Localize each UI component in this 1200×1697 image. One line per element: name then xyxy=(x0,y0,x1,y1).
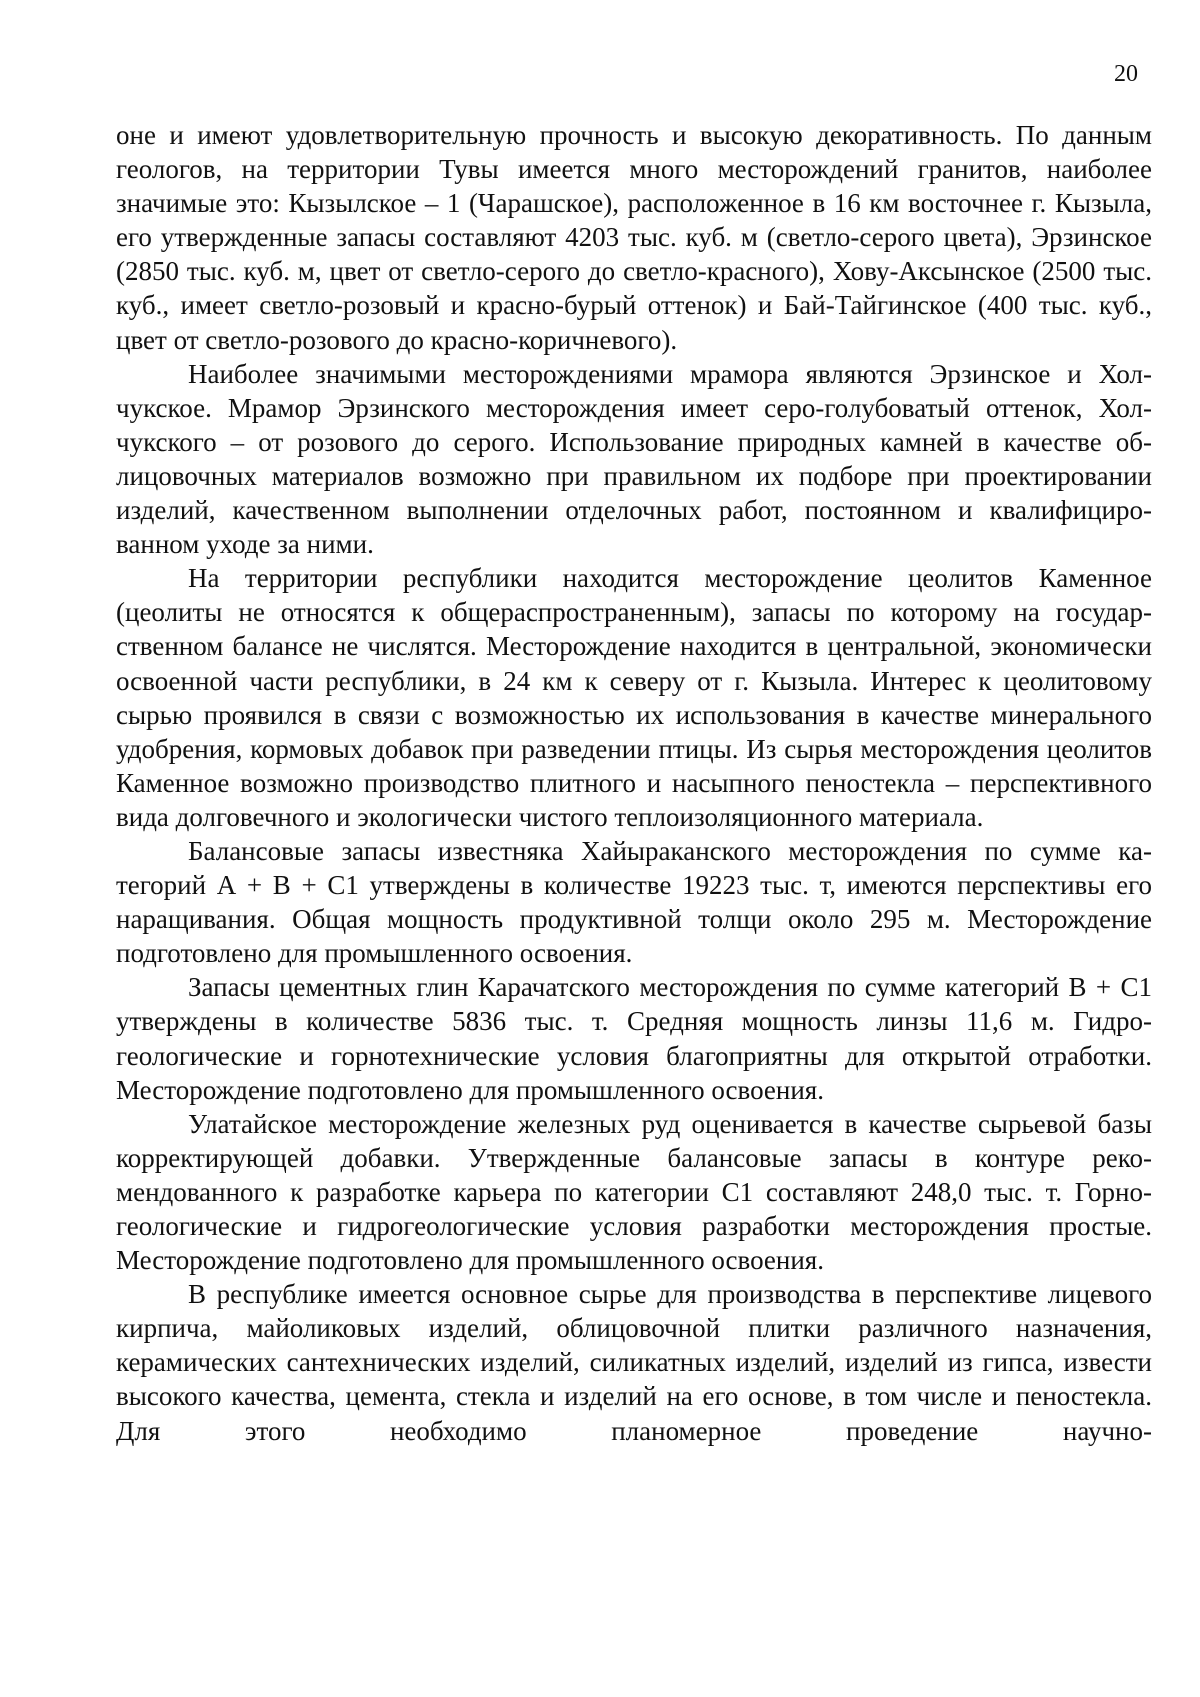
paragraph-zeolite: На территории республики находится месторождение цеолитов Каменное (цеолиты не относятся к общераспространенным), запасы по которому на государственном балансе не числятся. Месторождение находится в центральной, экономически освоенной части республики, в 24 км к северу от г. Кызыла. Интерес к цеолитовому сырью проявился в связи с возможностью их использования в качестве минерального удобрения, кормовых добавок при разведении птицы. Из сырья месторождения цеолитов Каменное возможно производство плитного и насыпного пеностекла – перспективного вида долговечного и экологически чистого теплоизоляционного материала. xyxy=(116,563,1152,832)
paragraph-iron-ore: Улатайское месторождение железных руд оценивается в качестве сырьевой базы корректирующей добавки. Утвержденные балансовые запасы в контуре рекомендованного к разработке карьера по категории С1 составляют 248,0 тыс. т. Горногеологические и гидрогеологические условия разработки месторождения простые. Месторождение подготовлено для промышленного освоения. xyxy=(116,1108,1152,1276)
paragraph-limestone: Балансовые запасы известняка Хайыраканского месторождения по сумме категорий А + В + С1 утверждены в количестве 19223 тыс. т, имеются перспективы его наращивания. Общая мощность продуктивной толщи около 295 м. Месторождение подготовлено для промышленного освоения. xyxy=(116,835,1152,969)
paragraph-raw-materials: В республике имеется основное сырье для производства в перспективе лицевого кирпича, майоликовых изделий, облицовочной плитки различного назначения, керамических сантехнических изделий, силикатных изделий, изделий из гипса, извести высокого качества, цемента, стекла и изделий на его основе, в том числе и пеностекла. Для этого необходимо планомерное проведение научно- xyxy=(116,1279,1152,1446)
paragraph-marble: Наиболее значимыми месторождениями мрамора являются Эрзинское и Холчукское. Мрамор Эрзинского месторождения имеет серо-голубоватый оттенок, Холчукского – от розового до серого. Использование природных камней в качестве облицовочных материалов возможно при правильном их подборе при проектировании изделий, качественном выполнении отделочных работ, постоянном и квалифицированном уходе за ними. xyxy=(116,358,1152,560)
page-number: 20 xyxy=(1114,61,1138,87)
document-body xyxy=(116,118,1152,1448)
paragraph-granite: оне и имеют удовлетворительную прочность и высокую декоративность. По данным геологов, на территории Тувы имеется много месторождений гранитов, наиболее значимые это: Кызылское – 1 (Чарашское), расположенное в 16 км восточнее г. Кызыла, его утвержденные запасы составляют 4203 тыс. куб. м (светло-серого цвета), Эрзинское (2850 тыс. куб. м, цвет от светло-серого до светло-красного), Хову-Аксынское (2500 тыс. куб., имеет светло-розовый и красно-бурый оттенок) и Бай-Тайгинское (400 тыс. куб., цвет от светло-розового до красно-коричневого). xyxy=(116,120,1152,355)
paragraph-clay: Запасы цементных глин Карачатского месторождения по сумме категорий В + С1 утверждены в количестве 5836 тыс. т. Средняя мощность линзы 11,6 м. Гидрогеологические и горнотехнические условия благоприятны для открытой отработки. Месторождение подготовлено для промышленного освоения. xyxy=(116,972,1152,1105)
